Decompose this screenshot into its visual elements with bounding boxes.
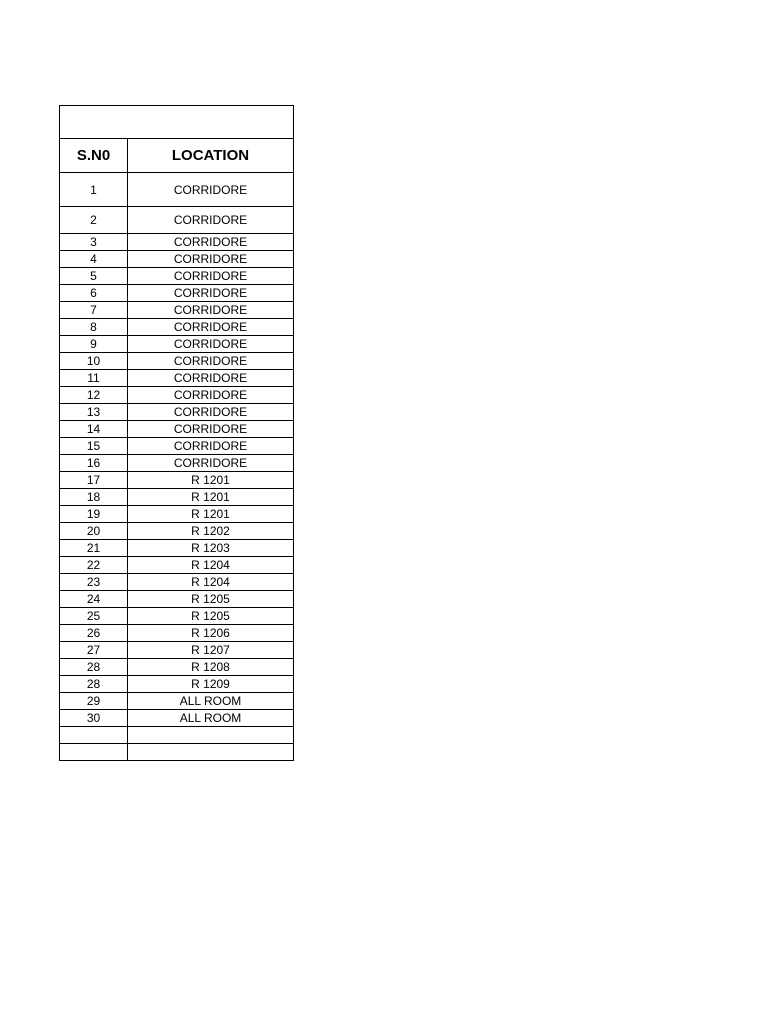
location-cell[interactable]: CORRIDORE [128,234,294,251]
location-cell[interactable]: R 1205 [128,608,294,625]
location-cell[interactable]: R 1205 [128,591,294,608]
location-cell[interactable]: CORRIDORE [128,336,294,353]
location-cell[interactable]: R 1204 [128,557,294,574]
table-row [60,251,294,268]
location-cell[interactable]: R 1201 [128,506,294,523]
empty-cell[interactable] [128,744,294,761]
table-row [60,489,294,506]
location-cell[interactable]: CORRIDORE [128,268,294,285]
table-row [60,523,294,540]
sno-cell[interactable]: 22 [60,557,128,574]
sno-cell[interactable]: 13 [60,404,128,421]
sno-cell[interactable]: 6 [60,285,128,302]
sno-cell[interactable]: 30 [60,710,128,727]
sno-cell[interactable]: 21 [60,540,128,557]
table-row [60,557,294,574]
table-row [60,319,294,336]
location-cell[interactable]: ALL ROOM [128,693,294,710]
sno-cell[interactable]: 3 [60,234,128,251]
sno-cell[interactable]: 20 [60,523,128,540]
table-row [60,234,294,251]
header-row [60,139,294,173]
table-row [60,625,294,642]
location-header[interactable]: LOCATION [128,139,294,173]
location-cell[interactable]: R 1206 [128,625,294,642]
table-row [60,540,294,557]
sno-cell[interactable]: 28 [60,676,128,693]
location-cell[interactable]: R 1201 [128,472,294,489]
sno-cell[interactable]: 17 [60,472,128,489]
table-row [60,438,294,455]
location-cell[interactable]: R 1201 [128,489,294,506]
table-row [60,268,294,285]
location-cell[interactable]: CORRIDORE [128,302,294,319]
sno-cell[interactable]: 14 [60,421,128,438]
table-row [60,608,294,625]
sno-cell[interactable]: 1 [60,173,128,207]
sno-cell[interactable]: 5 [60,268,128,285]
sno-cell[interactable]: 26 [60,625,128,642]
sno-cell[interactable]: 4 [60,251,128,268]
table-row [60,676,294,693]
location-cell[interactable]: CORRIDORE [128,438,294,455]
table-row [60,421,294,438]
table-row [60,693,294,710]
table-row [60,472,294,489]
sno-cell[interactable]: 18 [60,489,128,506]
location-cell[interactable]: CORRIDORE [128,404,294,421]
empty-cell[interactable] [128,727,294,744]
location-cell[interactable]: CORRIDORE [128,251,294,268]
table-row [60,591,294,608]
sno-cell[interactable]: 7 [60,302,128,319]
table-row [60,207,294,234]
location-table-body [60,106,294,761]
location-cell[interactable]: CORRIDORE [128,173,294,207]
sno-cell[interactable]: 8 [60,319,128,336]
table-row [60,574,294,591]
table-row [60,370,294,387]
table-row [60,387,294,404]
table-row [60,353,294,370]
sno-header[interactable]: S.N0 [60,139,128,173]
location-cell[interactable]: R 1204 [128,574,294,591]
title-row [60,106,294,139]
location-cell[interactable]: CORRIDORE [128,319,294,336]
sno-cell[interactable]: 28 [60,659,128,676]
location-cell[interactable]: CORRIDORE [128,285,294,302]
sno-cell[interactable]: 25 [60,608,128,625]
location-cell[interactable]: CORRIDORE [128,353,294,370]
empty-cell[interactable] [60,744,128,761]
location-cell[interactable]: CORRIDORE [128,370,294,387]
sno-cell[interactable]: 10 [60,353,128,370]
table-row [60,659,294,676]
location-cell[interactable]: ALL ROOM [128,710,294,727]
table-row [60,404,294,421]
sno-cell[interactable]: 29 [60,693,128,710]
location-cell[interactable]: CORRIDORE [128,207,294,234]
sno-cell[interactable]: 12 [60,387,128,404]
empty-cell[interactable] [60,727,128,744]
table-row [60,173,294,207]
sno-cell[interactable]: 2 [60,207,128,234]
location-cell[interactable]: R 1207 [128,642,294,659]
location-table [59,105,294,761]
empty-row [60,744,294,761]
location-cell[interactable]: CORRIDORE [128,387,294,404]
sno-cell[interactable]: 11 [60,370,128,387]
sno-cell[interactable]: 24 [60,591,128,608]
sno-cell[interactable]: 27 [60,642,128,659]
sheet-title-cell[interactable] [60,106,294,139]
sno-cell[interactable]: 9 [60,336,128,353]
table-row [60,642,294,659]
location-cell[interactable]: R 1209 [128,676,294,693]
location-cell[interactable]: CORRIDORE [128,455,294,472]
table-row [60,710,294,727]
sno-cell[interactable]: 15 [60,438,128,455]
sno-cell[interactable]: 16 [60,455,128,472]
location-cell[interactable]: R 1203 [128,540,294,557]
location-cell[interactable]: CORRIDORE [128,421,294,438]
location-cell[interactable]: R 1208 [128,659,294,676]
table-row [60,336,294,353]
table-row [60,455,294,472]
sno-cell[interactable]: 23 [60,574,128,591]
table-row [60,506,294,523]
sno-cell[interactable]: 19 [60,506,128,523]
table-row [60,285,294,302]
location-cell[interactable]: R 1202 [128,523,294,540]
empty-row [60,727,294,744]
table-row [60,302,294,319]
